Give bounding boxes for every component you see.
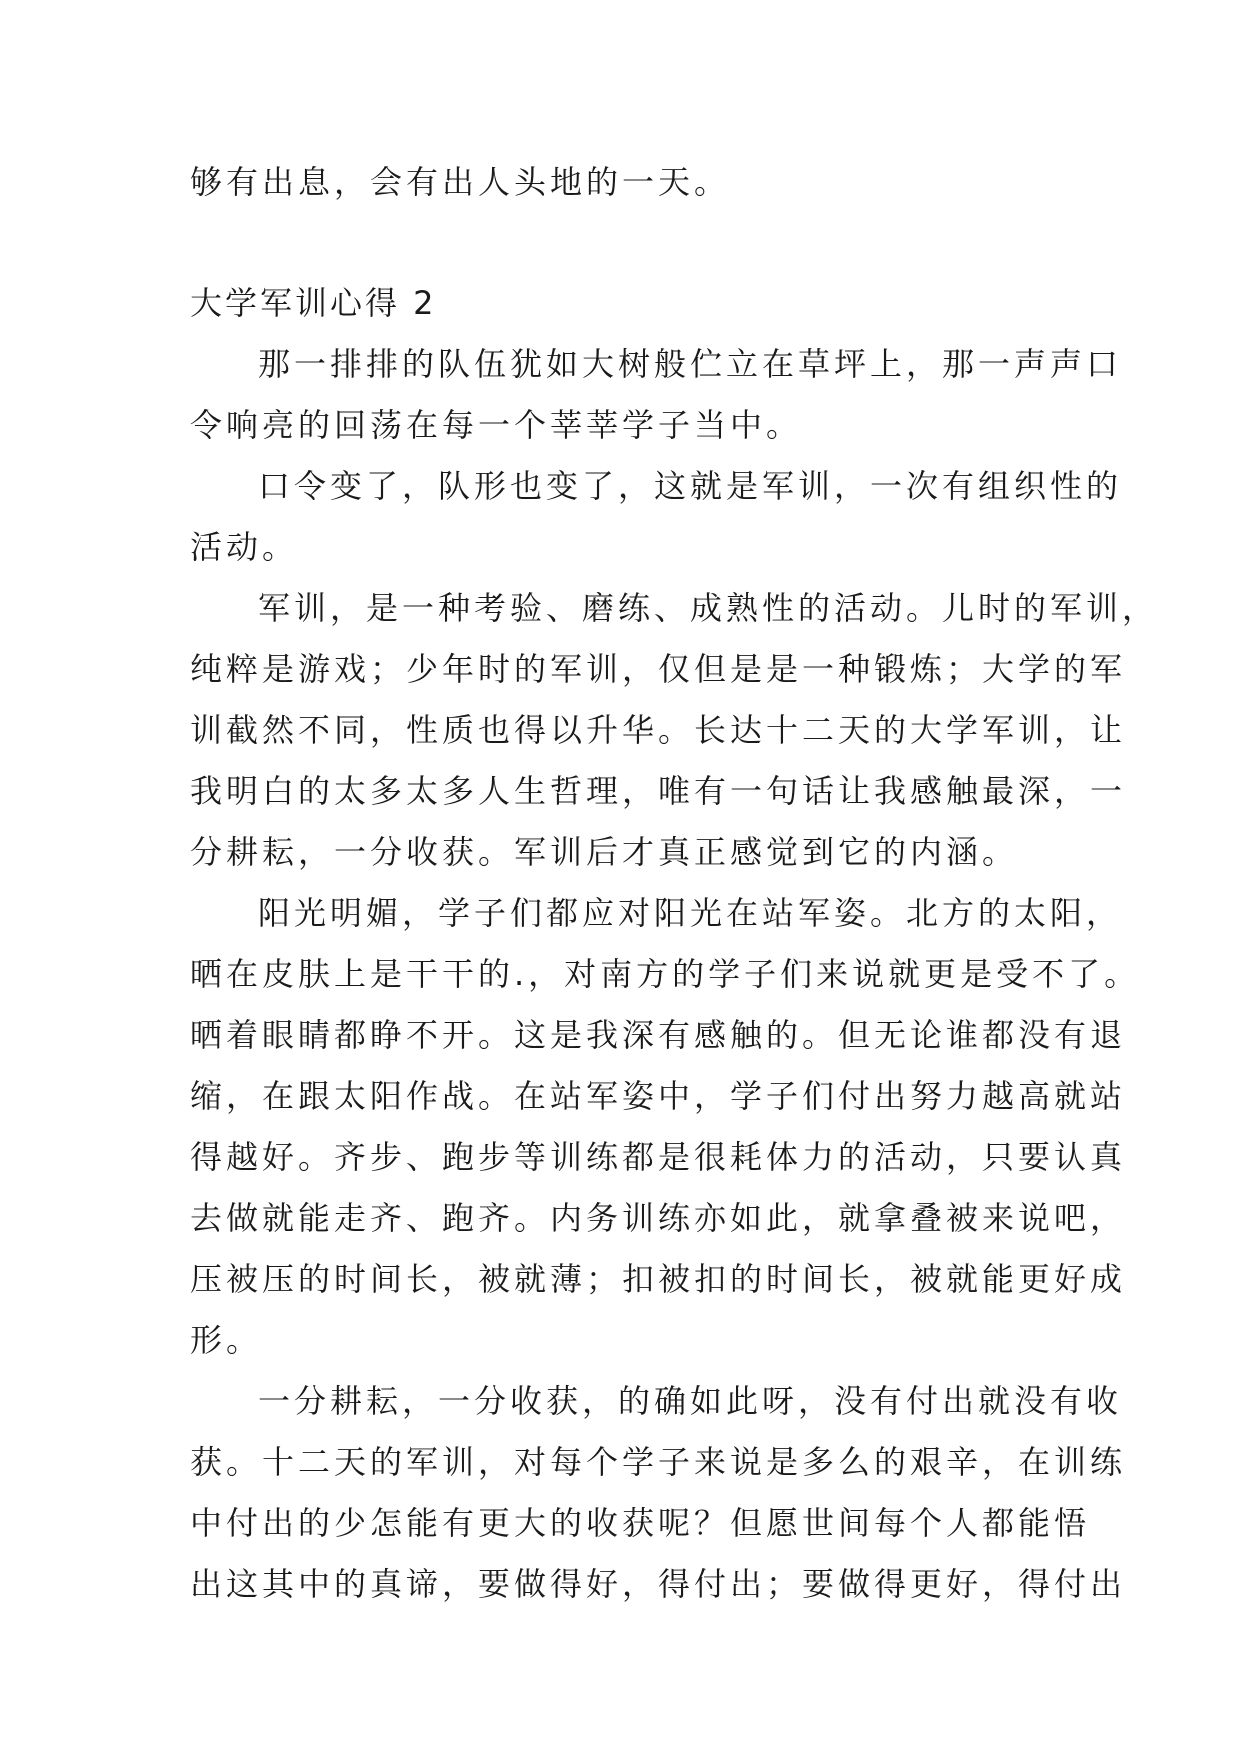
paragraph-1 <box>190 334 1123 456</box>
text-line: 去做就能走齐、跑齐。内务训练亦如此，就拿叠被来说吧， <box>190 1199 1127 1237</box>
text-line: 晒着眼睛都睁不开。这是我深有感触的。但无论谁都没有退 <box>190 1016 1127 1054</box>
text-line: 阳光明媚，学子们都应对阳光在站军姿。北方的太阳， <box>258 894 1123 932</box>
text-line: 军训，是一种考验、磨练、成熟性的活动。儿时的军训， <box>258 589 1159 627</box>
text-line: 一分耕耘，一分收获，的确如此呀，没有付出就没有收 <box>258 1382 1123 1420</box>
text-line: 够有出息，会有出人头地的一天。 <box>190 163 731 201</box>
text-line: 出这其中的真谛，要做得好，得付出；要做得更好，得付出 <box>190 1565 1127 1603</box>
continued-paragraph <box>190 152 1050 213</box>
text-line: 中付出的少怎能有更大的收获呢？但愿世间每个人都能悟 <box>190 1504 1091 1542</box>
text-line: 缩，在跟太阳作战。在站军姿中，学子们付出努力越高就站 <box>190 1077 1127 1115</box>
text-line: 压被压的时间长，被就薄；扣被扣的时间长，被就能更好成 <box>190 1260 1127 1298</box>
text-line: 训截然不同，性质也得以升华。长达十二天的大学军训，让 <box>190 711 1127 749</box>
text-line: 我明白的太多太多人生哲理，唯有一句话让我感触最深，一 <box>190 772 1127 810</box>
text-line: 分耕耘，一分收获。军训后才真正感觉到它的内涵。 <box>190 833 1019 871</box>
paragraph-5 <box>190 1371 1127 1615</box>
paragraph-4 <box>190 883 1141 1371</box>
text-line: 晒在皮肤上是干干的.，对南方的学子们来说就更是受不了。 <box>190 955 1141 993</box>
text-line: 口令变了，队形也变了，这就是军训，一次有组织性的 <box>258 467 1123 505</box>
text-line: 形。 <box>190 1321 263 1359</box>
text-line: 纯粹是游戏；少年时的军训，仅但是是一种锻炼；大学的军 <box>190 650 1127 688</box>
paragraph-3 <box>190 578 1159 883</box>
paragraph-2 <box>190 456 1123 578</box>
text-line: 令响亮的回荡在每一个莘莘学子当中。 <box>190 406 803 444</box>
text-line: 获。十二天的军训，对每个学子来说是多么的艰辛，在训练 <box>190 1443 1127 1481</box>
text-line: 那一排排的队伍犹如大树般伫立在草坪上，那一声声口 <box>258 345 1123 383</box>
text-line: 得越好。齐步、跑步等训练都是很耗体力的活动，只要认真 <box>190 1138 1127 1176</box>
text-line: 活动。 <box>190 528 299 566</box>
section-title: 大学军训心得 2 <box>190 284 437 322</box>
